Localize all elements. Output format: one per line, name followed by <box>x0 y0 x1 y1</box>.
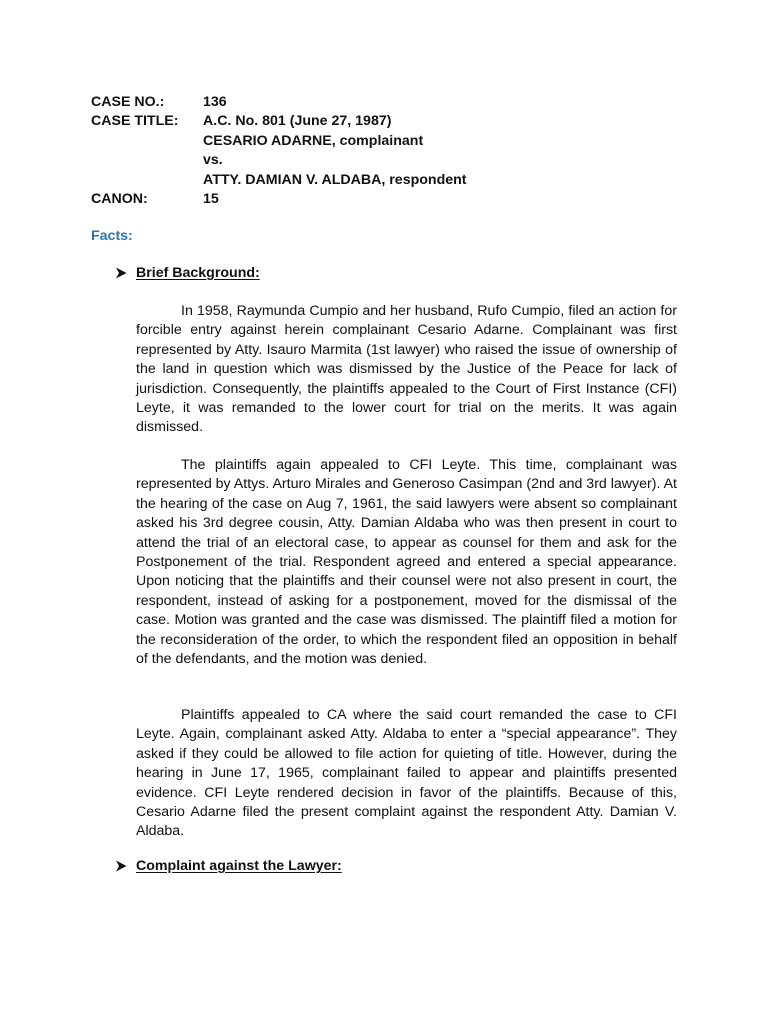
case-no-row <box>91 93 467 112</box>
facts-heading: Facts: <box>91 228 133 244</box>
paragraph-1: In 1958, Raymunda Cumpio and her husband, Rufo Cumpio, filed an action for forcible entry against herein complainant Cesario Adarne. Complainant was first represented by Atty. Isauro Marmita (1st lawyer) who raised the issue of ownership of the land in question which was dismissed by the Justice of the Peace for lack of jurisdiction. Consequently, the plaintiffs appealed to the Court of First Instance (CFI) Leyte, it was remanded to the lower court for trial on the merits. It was again dismissed. <box>136 303 677 436</box>
case-title-line-4: ATTY. DAMIAN V. ALDABA, respondent <box>203 171 467 188</box>
section-heading-complaint <box>115 858 342 874</box>
spacer <box>91 151 203 170</box>
case-title-row-2 <box>91 132 467 151</box>
canon-row <box>91 190 467 209</box>
case-no-value: 136 <box>203 94 227 110</box>
case-title-line-3: vs. <box>203 152 223 169</box>
case-header <box>91 93 467 209</box>
arrowhead-bullet-icon <box>115 860 127 872</box>
case-title-row-3 <box>91 151 467 170</box>
canon-value: 15 <box>203 191 219 208</box>
spacer <box>91 132 203 151</box>
arrowhead-bullet-icon <box>115 267 127 279</box>
section-heading-text: Complaint against the Lawyer: <box>136 858 342 874</box>
case-title-row <box>91 112 467 131</box>
case-title-label: CASE TITLE: <box>91 113 179 130</box>
spacer <box>91 171 203 190</box>
section-heading-text: Brief Background: <box>136 265 260 281</box>
case-no-label: CASE NO.: <box>91 94 165 110</box>
case-title-line-1: A.C. No. 801 (June 27, 1987) <box>203 113 392 130</box>
case-title-row-4 <box>91 171 467 190</box>
canon-label: CANON: <box>91 191 148 208</box>
paragraph-3: Plaintiffs appealed to CA where the said court remanded the case to CFI Leyte. Again, complainant asked Atty. Aldaba to enter a “special appearance”. They asked if they could be allowed to file action for quieting of title. However, during the hearing in June 17, 1965, complainant failed to appear and plaintiffs presented evidence. CFI Leyte rendered decision in favor of the plaintiffs. Because of this, Cesario Adarne filed the present complaint against the respondent Atty. Damian V. Aldaba. <box>136 707 677 840</box>
paragraph-2: The plaintiffs again appealed to CFI Leyte. This time, complainant was represented by Attys. Arturo Mirales and Generoso Casimpan (2nd and 3rd lawyer). At the hearing of the case on Aug 7, 1961, the said lawyers were absent so complainant asked his 3rd degree cousin, Atty. Damian Aldaba who was then present in court to attend the trial of an electoral case, to appear as counsel for them and ask for the Postponement of the trial. Respondent agreed and entered a special appearance. Upon noticing that the plaintiffs and their counsel were not also present in court, the respondent, instead of asking for a postponement, moved for the dismissal of the case. Motion was granted and the case was dismissed. The plaintiff filed a motion for the reconsideration of the order, to which the respondent filed an opposition in behalf of the defendants, and the motion was denied. <box>136 457 677 668</box>
case-title-line-2: CESARIO ADARNE, complainant <box>203 132 424 149</box>
section-heading-brief-background <box>115 265 260 281</box>
